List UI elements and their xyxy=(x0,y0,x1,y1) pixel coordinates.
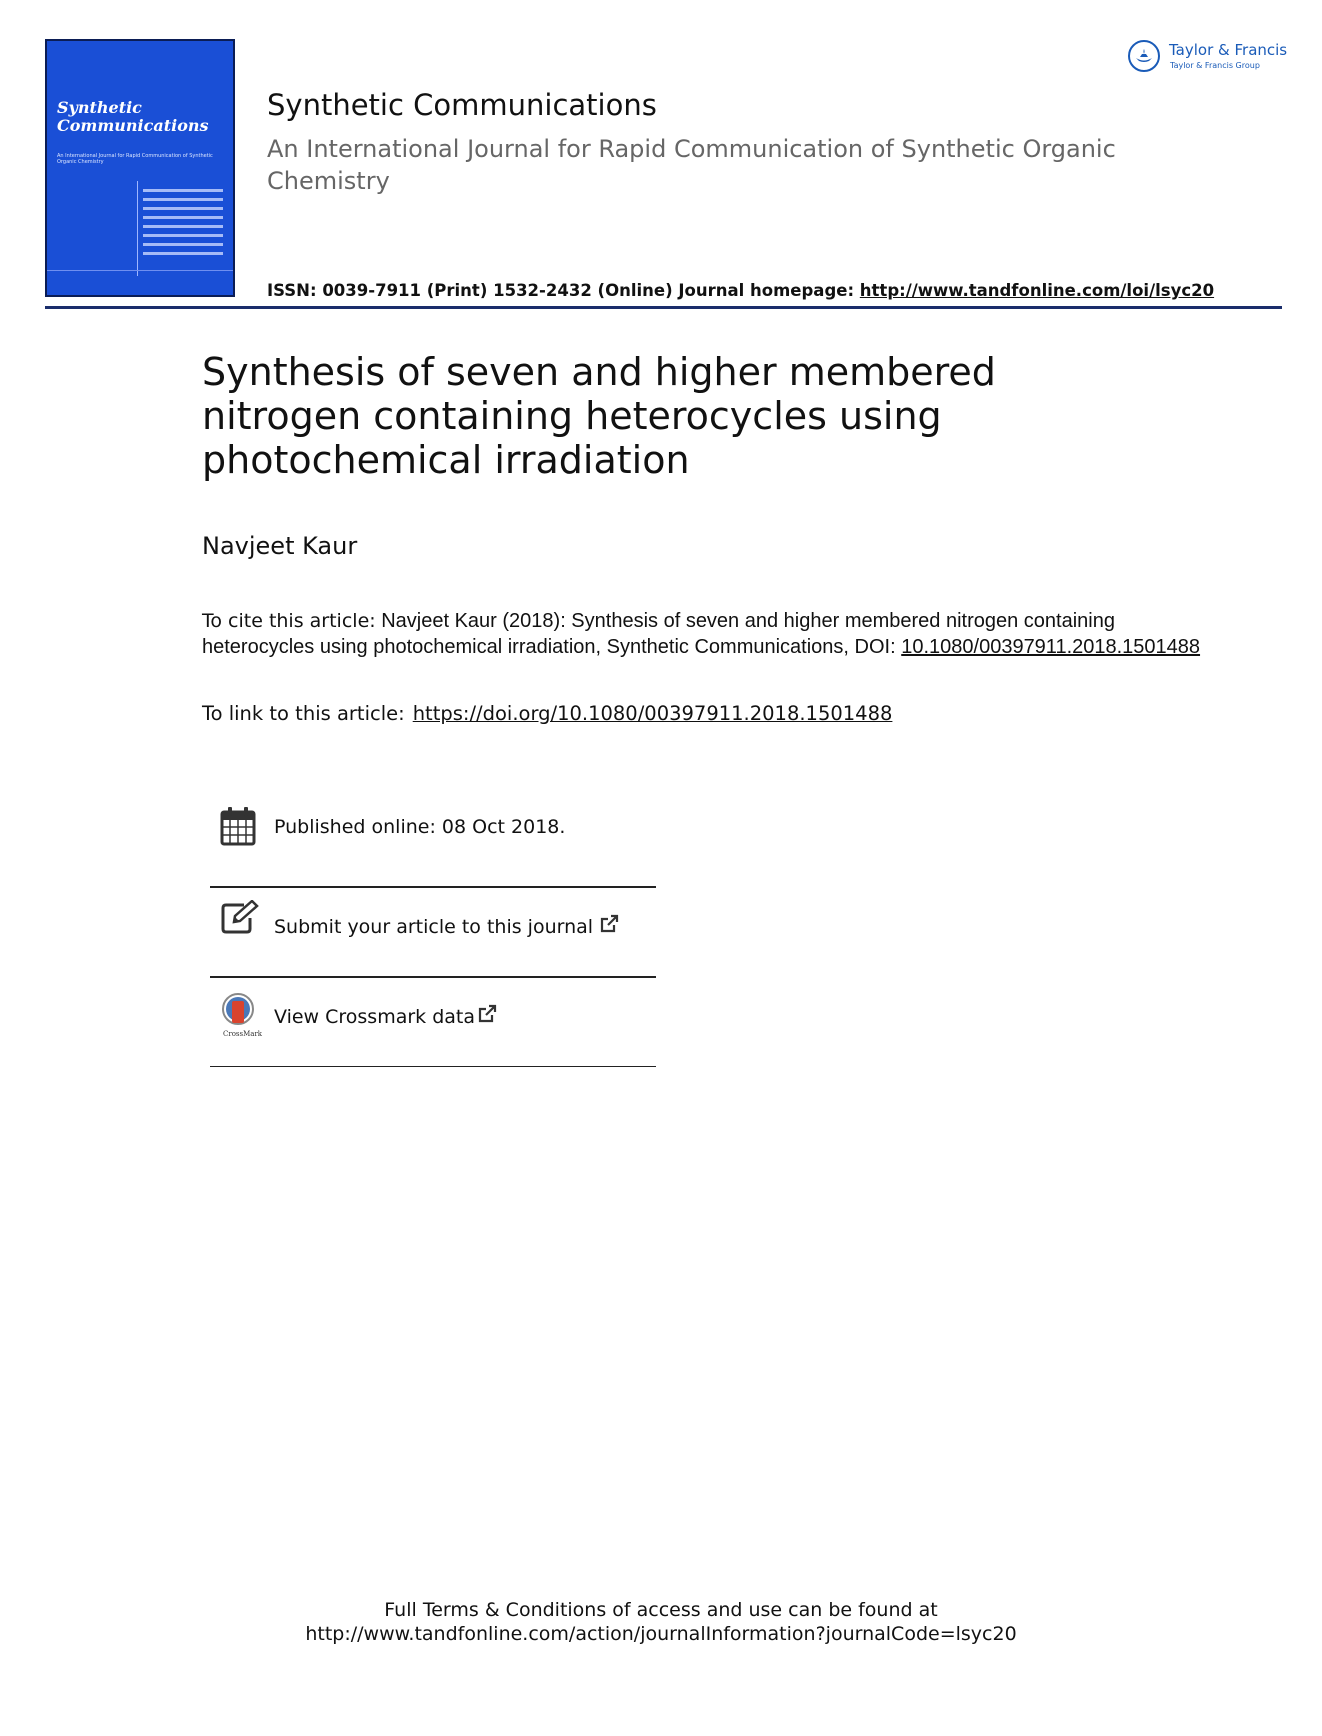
info-divider xyxy=(210,1066,656,1067)
article-link-block xyxy=(202,702,892,725)
link-label: To link to this article: xyxy=(202,702,405,725)
lamp-icon xyxy=(1128,40,1160,72)
cover-rule xyxy=(137,181,138,276)
journal-name: Synthetic Communications xyxy=(267,88,657,122)
citation-block xyxy=(202,609,1202,660)
author-name: Navjeet Kaur xyxy=(202,532,358,560)
cover-subtitle: An International Journal for Rapid Communication of Synthetic Organic Chemistry xyxy=(57,153,213,165)
submit-article-link[interactable] xyxy=(274,914,619,939)
journal-cover-image xyxy=(45,39,235,297)
crossmark-icon xyxy=(220,992,256,1030)
cover-title-line1: Synthetic xyxy=(57,98,142,117)
journal-homepage-link[interactable]: http://www.tandfonline.com/loi/lsyc20 xyxy=(859,281,1215,300)
crossmark-row[interactable] xyxy=(210,978,656,1066)
header-divider xyxy=(45,306,1282,309)
footer-terms-link[interactable]: http://www.tandfonline.com/action/journalInformation?journalCode=lsyc20 xyxy=(305,1623,1017,1645)
published-row xyxy=(210,786,656,874)
cite-doi-link[interactable]: 10.1080/00397911.2018.1501488 xyxy=(901,635,1201,658)
submit-article-label[interactable]: Submit your article to this journal xyxy=(274,916,594,938)
issn-line xyxy=(267,281,1214,300)
crossmark-logo-text: CrossMark xyxy=(223,1030,263,1038)
publisher-group: Taylor & Francis Group xyxy=(1170,61,1260,70)
published-date: Published online: 08 Oct 2018. xyxy=(274,816,566,838)
article-doi-link[interactable]: https://doi.org/10.1080/00397911.2018.1501488 xyxy=(412,702,893,725)
issn-text: ISSN: 0039-7911 (Print) 1532-2432 (Online) Journal homepage: xyxy=(267,281,860,300)
taylor-francis-logo xyxy=(1128,40,1288,76)
terms-footer xyxy=(0,1598,1322,1646)
cite-label: To cite this article: xyxy=(202,610,376,632)
cover-editor-lines xyxy=(143,189,223,261)
cover-title xyxy=(57,99,209,135)
submit-row[interactable] xyxy=(210,888,656,976)
article-title: Synthesis of seven and higher membered nitrogen containing heterocycles using photochemical irradiation xyxy=(202,350,996,482)
cover-footer-band xyxy=(47,270,233,287)
crossmark-label[interactable]: View Crossmark data xyxy=(274,1006,476,1028)
cover-title-line2: Communications xyxy=(57,116,209,135)
publisher-name: Taylor & Francis xyxy=(1169,41,1288,59)
external-link-icon xyxy=(599,914,619,939)
journal-subtitle: An International Journal for Rapid Communication of Synthetic Organic Chemistry xyxy=(267,135,1116,195)
cite-text: Navjeet Kaur (2018): Synthesis of seven and higher membered nitrogen containing heterocycles using photochemical irradiation, Synthetic Communications, DOI: xyxy=(202,610,1115,658)
calendar-icon xyxy=(220,806,256,850)
crossmark-link[interactable] xyxy=(274,1004,497,1029)
external-link-icon xyxy=(477,1004,497,1029)
footer-line1: Full Terms & Conditions of access and use can be found at xyxy=(384,1599,938,1621)
edit-icon xyxy=(220,900,260,940)
